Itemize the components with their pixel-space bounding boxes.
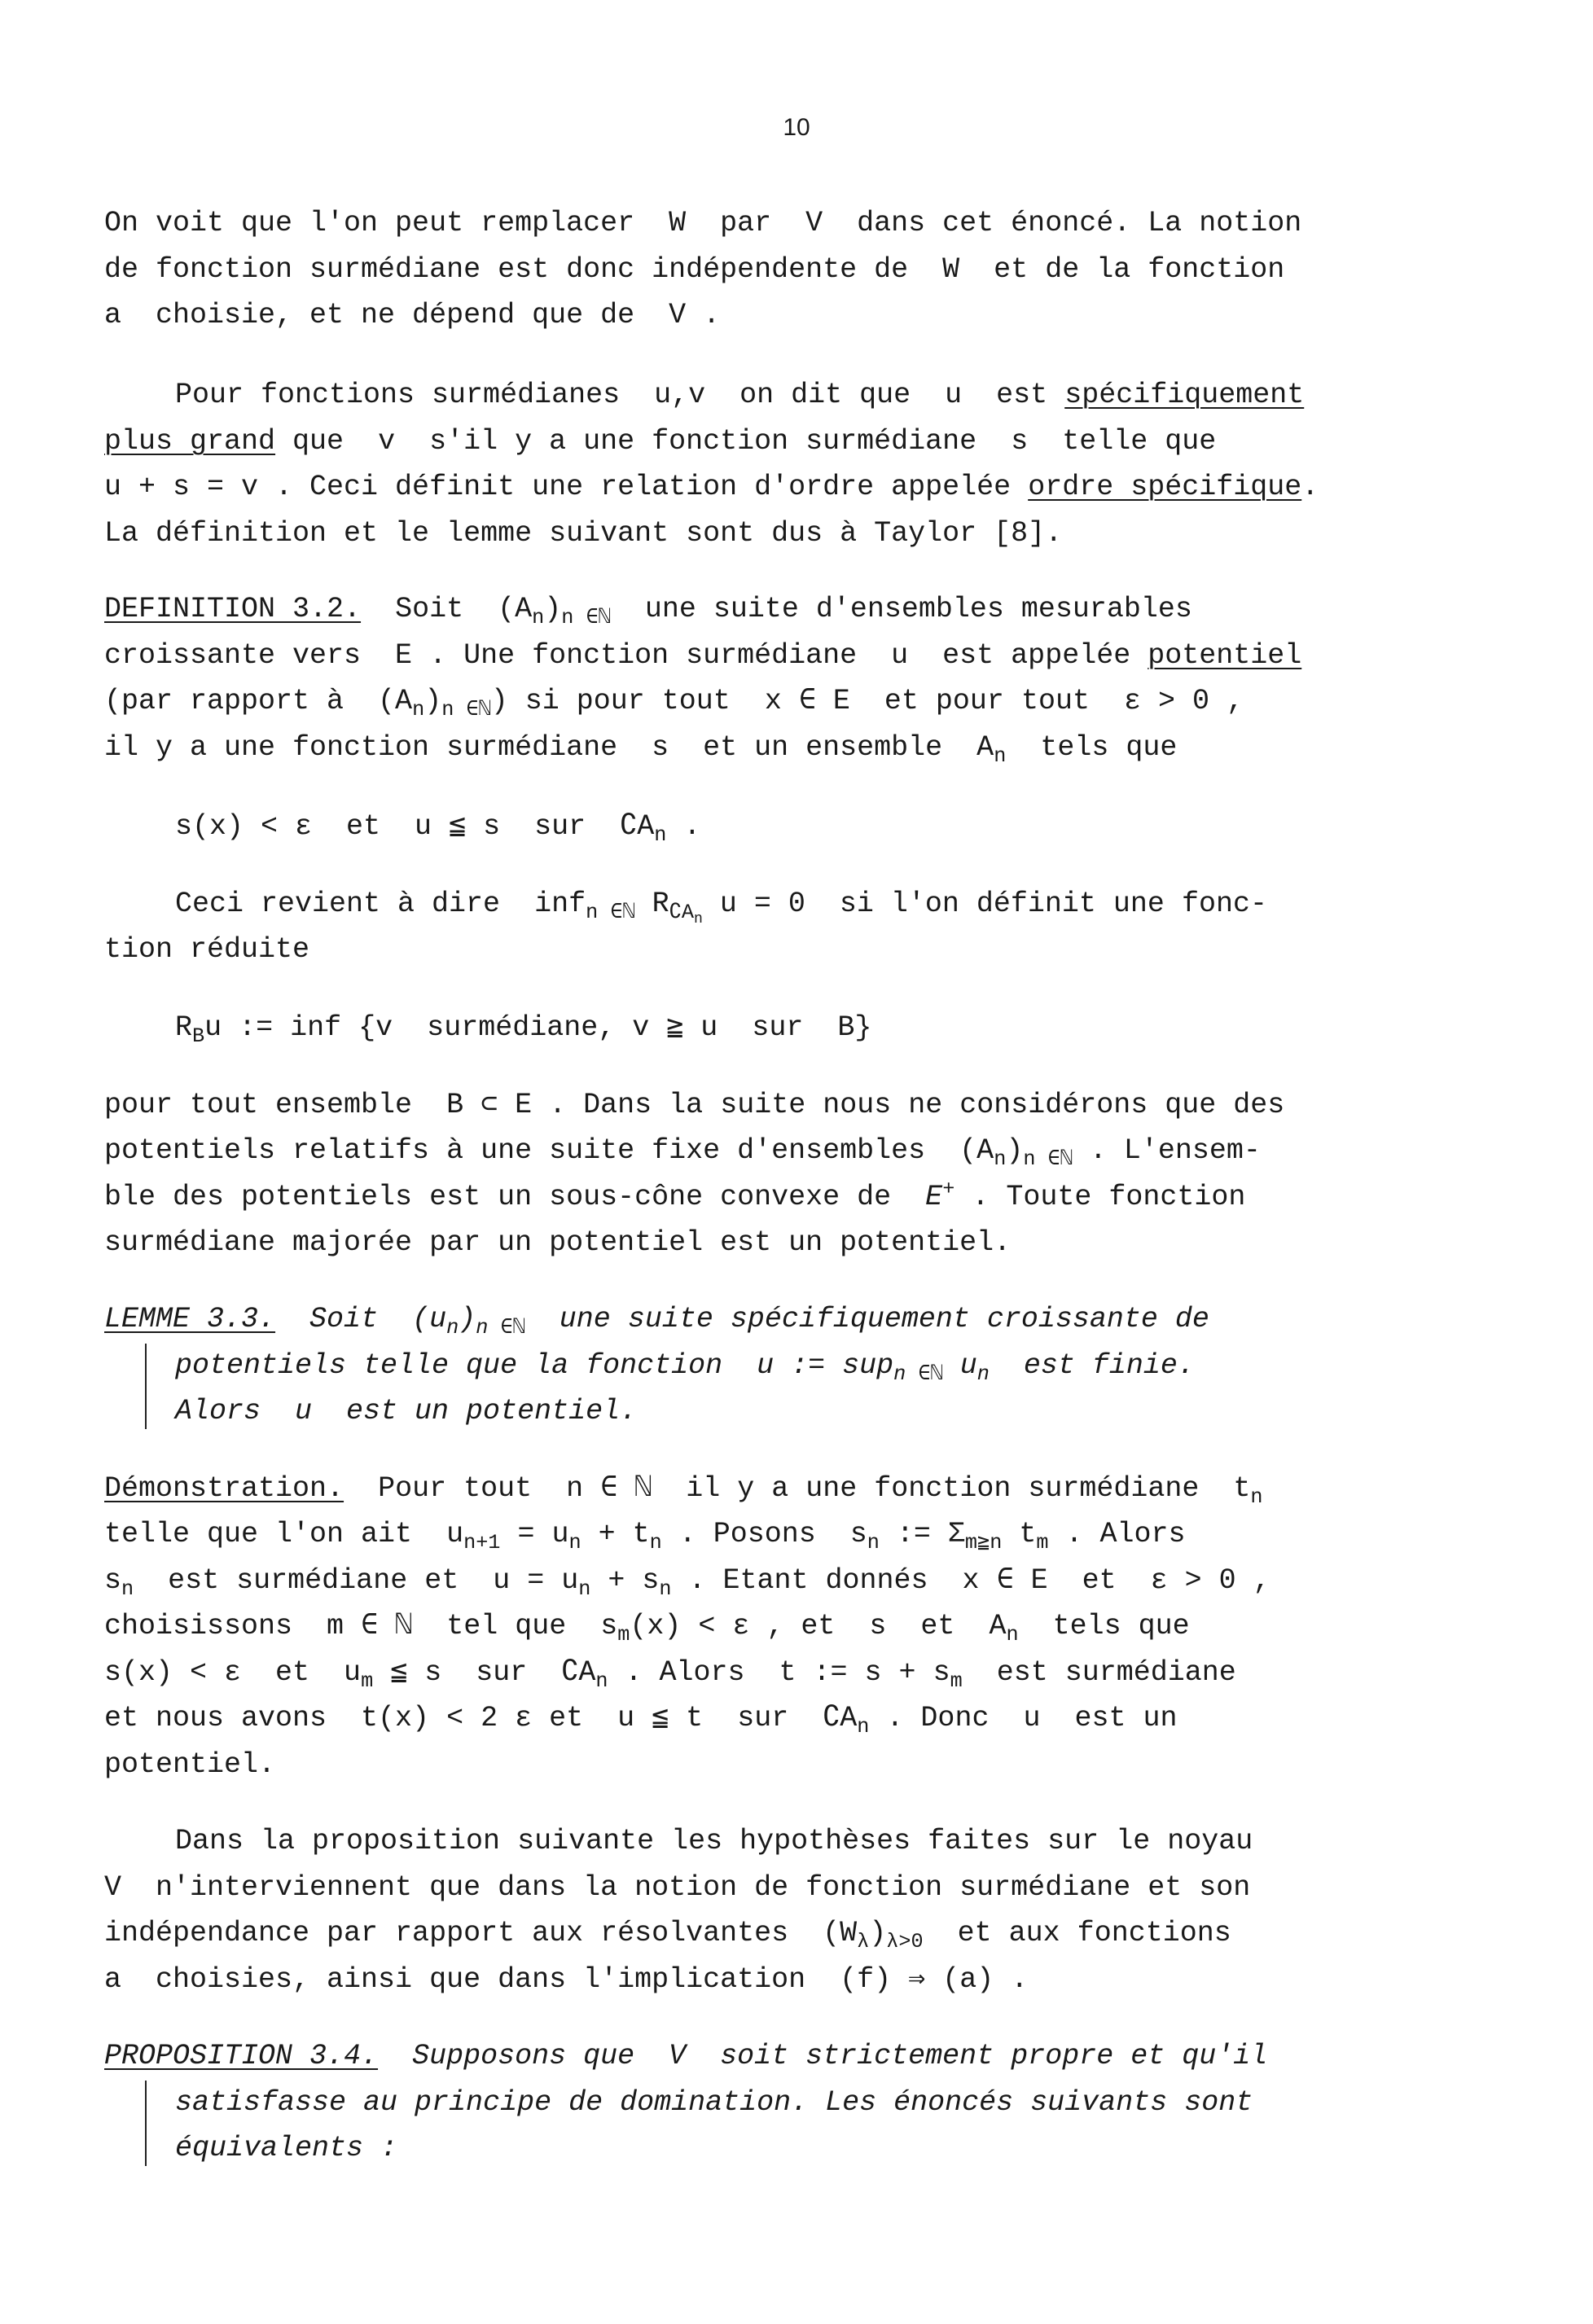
- para-reduite-line-1: Ceci revient à dire inf$_{n \in ℕ}$ $R_{∁A_n}$ u = 0 si l'on définit une fonc-: [175, 888, 1267, 928]
- para-specific-line-4: La définition et le lemme suivant sont dus à Taylor [8].: [104, 517, 1063, 550]
- para-hypotheses-line-1: Dans la proposition suivante les hypothèses faites sur le noyau: [175, 1825, 1253, 1857]
- proposition-line-3: équivalents :: [175, 2132, 398, 2164]
- formula-reduite: $R_Bu$ := inf {v surmédiane, v ≧ u sur B}: [175, 1011, 872, 1048]
- lemma-line-3: Alors u est un potentiel.: [175, 1395, 638, 1427]
- definition-line-4: il y a une fonction surmédiane s et un ensemble $A_n$ tels que: [104, 731, 1178, 768]
- proof-line-2: telle que l'on ait $u_{n+1} = u_n + t_n$ . Posons $s_n$ := $\Sigma_{m≧n}$ $t_m$ . Alors: [104, 1518, 1186, 1554]
- proposition-line-2: satisfasse au principe de domination. Les énoncés suivants sont: [175, 2086, 1253, 2119]
- para-intro-line-2: de fonction surmédiane est donc indépendente de W et de la fonction: [104, 253, 1285, 286]
- proof-line-3: $s_n$ est surmédiane et $u = u_n + s_n$ . Etant donnés x ∈ E et ε > 0 ,: [104, 1564, 1270, 1601]
- definition-line-1: DEFINITION 3.2. Soit $(A_n)_{n \in ℕ}$ une suite d'ensembles mesurables: [104, 593, 1192, 629]
- proof-line-4: choisissons m ∈ ℕ tel que $s_m(x) < \varepsilon$ , et s et $A_n$ tels que: [104, 1610, 1190, 1647]
- para-potentiels-line-1: pour tout ensemble B ⊂ E . Dans la suite nous ne considérons que des: [104, 1089, 1285, 1121]
- page-number: 10: [783, 114, 810, 141]
- proposition-line-1: PROPOSITION 3.4. Supposons que V soit strictement propre et qu'il: [104, 2040, 1268, 2072]
- para-reduite-line-2: tion réduite: [104, 933, 310, 966]
- proof-line-1: Démonstration. Pour tout n ∈ ℕ il y a une fonction surmédiane $t_n$: [104, 1472, 1263, 1509]
- para-potentiels-line-4: surmédiane majorée par un potentiel est un potentiel.: [104, 1226, 1012, 1259]
- para-specific-line-2: plus grand que v s'il y a une fonction surmédiane s telle que: [104, 425, 1217, 458]
- lemma-line-2: potentiels telle que la fonction u := sup$_{n \in ℕ}$ $u_n$ est finie.: [175, 1349, 1195, 1386]
- proof-line-7: potentiel.: [104, 1748, 276, 1781]
- para-hypotheses-line-3: indépendance par rapport aux résolvantes $(W_\lambda)_{\lambda>0}$ et aux fonctions: [104, 1917, 1231, 1953]
- para-potentiels-line-2: potentiels relatifs à une suite fixe d'ensembles $(A_n)_{n \in ℕ}$ . L'ensem-: [104, 1134, 1261, 1171]
- proof-line-5: s(x) < ε et $u_m$ ≦ s sur $∁A_n$ . Alors t := $s + s_m$ est surmédiane: [104, 1656, 1236, 1693]
- lemma-margin-bar: [145, 1344, 147, 1429]
- para-hypotheses-line-4: a choisies, ainsi que dans l'implication (f) ⇒ (a) .: [104, 1963, 1029, 1996]
- para-intro-line-3: a choisie, et ne dépend que de V .: [104, 299, 721, 331]
- definition-line-2: croissante vers E . Une fonction surmédiane u est appelée potentiel: [104, 639, 1302, 672]
- formula-definition: s(x) < ε et u ≦ s sur $∁A_n$ .: [175, 810, 701, 847]
- lemma-line-1: LEMME 3.3. Soit $(u_n)_{n \in ℕ}$ une suite spécifiquement croissante de: [104, 1303, 1209, 1340]
- para-specific-line-1: Pour fonctions surmédianes u,v on dit que u est spécifiquement: [175, 379, 1305, 411]
- para-intro-line-1: On voit que l'on peut remplacer W par V dans cet énoncé. La notion: [104, 207, 1302, 239]
- definition-line-3: (par rapport à $(A_n)_{n \in ℕ}$) si pour tout x ∈ E et pour tout ε > 0 ,: [104, 685, 1244, 721]
- para-potentiels-line-3: ble des potentiels est un sous-cône convexe de E+ . Toute fonction: [104, 1177, 1246, 1213]
- para-hypotheses-line-2: V n'interviennent que dans la notion de fonction surmédiane et son: [104, 1871, 1251, 1904]
- para-specific-line-3: u + s = v . Ceci définit une relation d'ordre appelée ordre spécifique.: [104, 471, 1319, 503]
- proof-line-6: et nous avons t(x) < 2 ε et u ≦ t sur $∁A_n$ . Donc u est un: [104, 1702, 1178, 1739]
- proposition-margin-bar: [145, 2081, 147, 2166]
